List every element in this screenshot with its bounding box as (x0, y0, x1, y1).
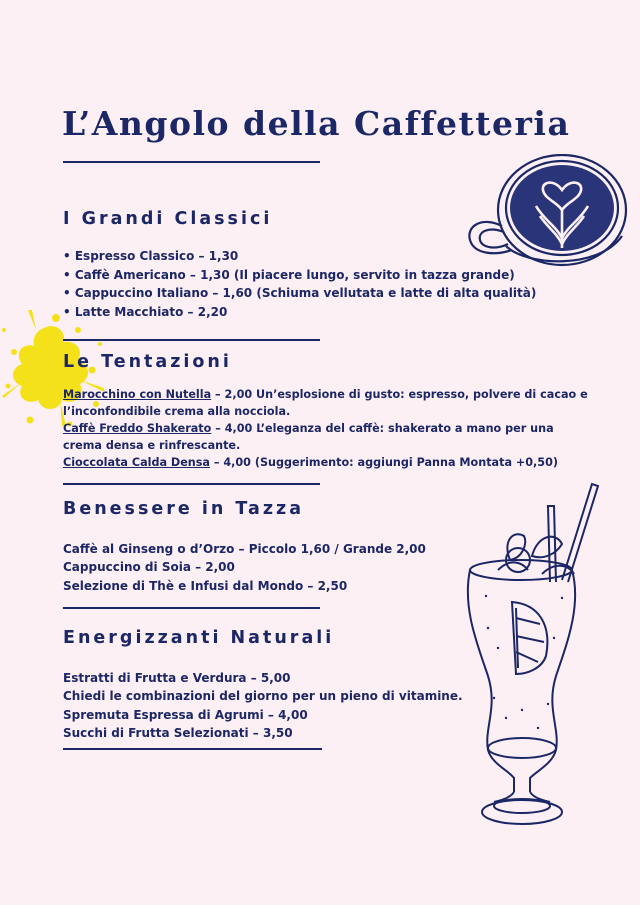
section-divider (63, 748, 322, 750)
list-item: Succhi di Frutta Selezionati – 3,50 (63, 726, 293, 741)
section-heading-grandi-classici: I Grandi Classici (63, 209, 273, 229)
list-item: Caffè al Ginseng o d’Orzo – Piccolo 1,60 / Grande 2,00 (63, 542, 426, 556)
item-description: – 4,00 (Suggerimento: aggiungi Panna Montata +0,50) (209, 456, 558, 469)
item-name: Marocchino con Nutella (63, 388, 212, 401)
section-heading-tentazioni: Le Tentazioni (63, 352, 232, 372)
tentazioni-list (63, 386, 593, 471)
list-item: • Caffè Americano – 1,30 (Il piacere lungo, servito in tazza grande) (63, 267, 515, 282)
section-divider (63, 483, 320, 485)
list-item: • Latte Macchiato – 2,20 (63, 304, 228, 319)
energizzanti-list (63, 669, 463, 743)
menu-title: L’Angolo della Caffetteria (62, 104, 571, 143)
section-divider (63, 339, 320, 341)
section-heading-benessere: Benessere in Tazza (63, 499, 305, 519)
item-name: Cioccolata Calda Densa (63, 456, 210, 469)
list-item (63, 454, 593, 471)
item-name: Caffè Freddo Shakerato (63, 422, 212, 435)
section-divider (63, 607, 320, 609)
list-item: Chiedi le combinazioni del giorno per un pieno di vitamine. (63, 689, 463, 704)
cocktail-glass-icon (458, 478, 608, 842)
list-item (63, 386, 593, 420)
benessere-list (63, 540, 426, 595)
section-heading-energizzanti: Energizzanti Naturali (63, 628, 335, 648)
list-item: Estratti di Frutta e Verdura – 5,00 (63, 671, 291, 685)
item-description: – 4,00 L’eleganza del caffè: shakerato a mano per una crema densa e rinfrescante. (63, 422, 554, 452)
list-item: Spremuta Espressa di Agrumi – 4,00 (63, 707, 308, 722)
item-description: – 2,00 Un’esplosione di gusto: espresso, polvere di cacao e l’inconfondibile crema alla nocciola. (63, 388, 588, 418)
grandi-classici-list (63, 247, 536, 321)
list-item: • Cappuccino Italiano – 1,60 (Schiuma vellutata e latte di alta qualità) (63, 286, 537, 300)
list-item: Cappuccino di Soia – 2,00 (63, 560, 235, 575)
list-item (63, 420, 593, 454)
title-underline (63, 161, 320, 163)
list-item: Selezione di Thè e Infusi dal Mondo – 2,50 (63, 578, 348, 593)
list-item: • Espresso Classico – 1,30 (63, 249, 239, 263)
